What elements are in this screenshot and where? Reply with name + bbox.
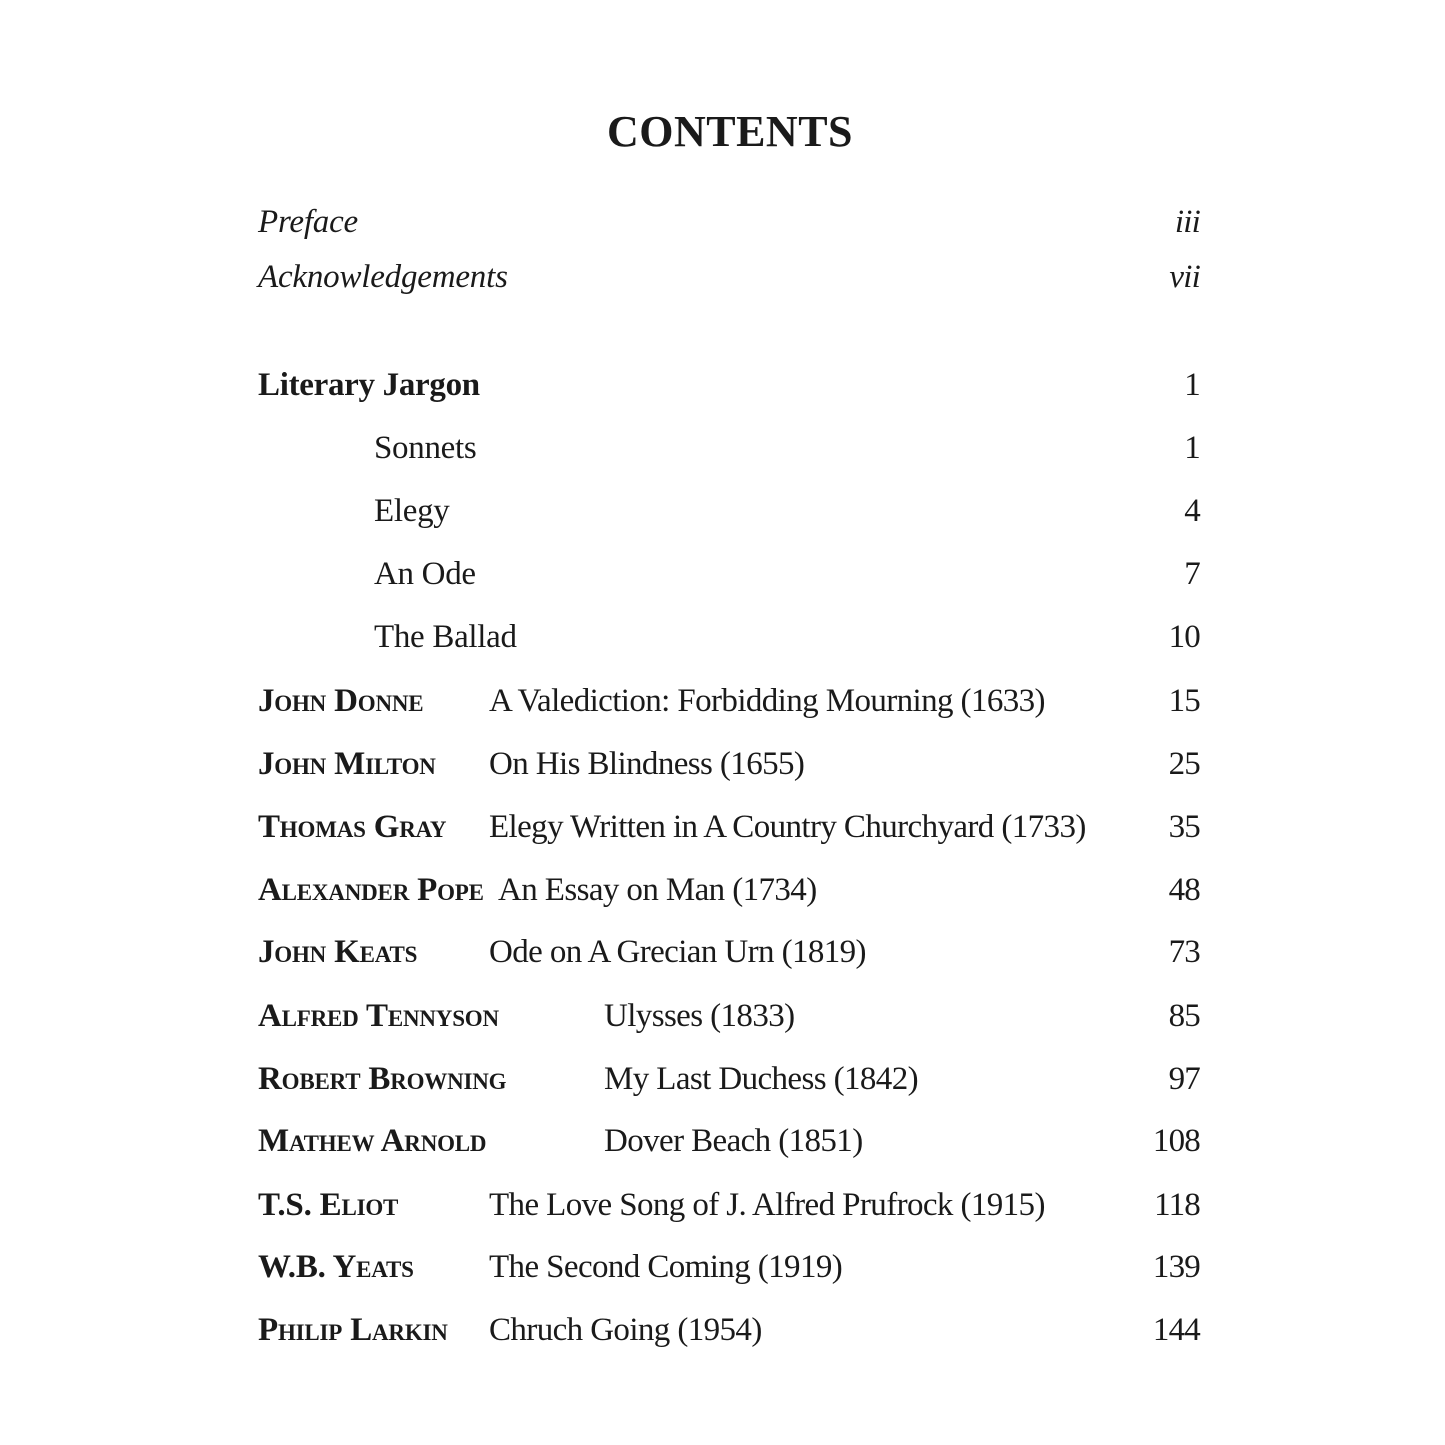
page-number: 4 <box>1184 493 1200 529</box>
section-label: Literary Jargon <box>258 367 480 403</box>
author-name: Alfred Tennyson <box>258 998 499 1034</box>
toc-entry-arnold[interactable] <box>0 1119 1445 1163</box>
page-number: 139 <box>1152 1249 1200 1285</box>
toc-entry-larkin[interactable] <box>0 1308 1445 1352</box>
toc-subentry-sonnets[interactable] <box>0 426 1445 470</box>
work-title: On His Blindness (1655) <box>489 746 805 782</box>
page-number: 73 <box>1168 934 1200 970</box>
author-name: Mathew Arnold <box>258 1123 487 1159</box>
subentry-label: Elegy <box>374 493 450 529</box>
toc-section-literary-jargon[interactable] <box>0 363 1445 407</box>
page-number: 85 <box>1168 998 1200 1034</box>
page-number: 108 <box>1152 1123 1200 1159</box>
toc-entry-yeats[interactable] <box>0 1245 1445 1289</box>
toc-entry-preface[interactable] <box>0 200 1445 244</box>
author-name: W.B. Yeats <box>258 1249 414 1285</box>
author-name: Robert Browning <box>258 1061 507 1097</box>
toc-subentry-an-ode[interactable] <box>0 552 1445 596</box>
page-number: 10 <box>1168 619 1200 655</box>
toc-entry-eliot[interactable] <box>0 1183 1445 1227</box>
toc-entry-gray[interactable] <box>0 805 1445 849</box>
toc-entry-keats[interactable] <box>0 930 1445 974</box>
toc-subentry-the-ballad[interactable] <box>0 615 1445 659</box>
toc-subentry-elegy[interactable] <box>0 489 1445 533</box>
page-title: CONTENTS <box>606 107 854 157</box>
page-number: 48 <box>1168 872 1200 908</box>
toc-entry-pope[interactable] <box>0 868 1445 912</box>
work-title: The Second Coming (1919) <box>489 1249 843 1285</box>
work-title: Elegy Written in A Country Churchyard (1733) <box>489 809 1086 845</box>
page-number: vii <box>1169 259 1200 295</box>
page-number: 1 <box>1184 430 1200 466</box>
page-number: iii <box>1174 204 1200 240</box>
work-title: Ulysses (1833) <box>604 998 795 1034</box>
work-title: A Valediction: Forbidding Mourning (1633) <box>489 683 1045 719</box>
work-title: Ode on A Grecian Urn (1819) <box>489 934 866 970</box>
toc-entry-tennyson[interactable] <box>0 994 1445 1038</box>
page-number: 97 <box>1168 1061 1200 1097</box>
page-number: 25 <box>1168 746 1200 782</box>
toc-entry-acknowledgements[interactable] <box>0 255 1445 299</box>
author-name: John Milton <box>258 746 436 782</box>
page-number: 118 <box>1154 1187 1200 1223</box>
toc-entry-milton[interactable] <box>0 742 1445 786</box>
subentry-label: An Ode <box>374 556 476 592</box>
page-number: 1 <box>1184 367 1200 403</box>
author-name: Philip Larkin <box>258 1312 448 1348</box>
author-name: T.S. Eliot <box>258 1187 399 1223</box>
page-number: 7 <box>1184 556 1200 592</box>
author-name: Thomas Gray <box>258 809 447 845</box>
author-name: John Donne <box>258 683 424 719</box>
subentry-label: Sonnets <box>374 430 477 466</box>
work-title: Chruch Going (1954) <box>489 1312 762 1348</box>
work-title: My Last Duchess (1842) <box>604 1061 918 1097</box>
work-title: Dover Beach (1851) <box>604 1123 863 1159</box>
page-number: 144 <box>1152 1312 1200 1348</box>
toc-entry-browning[interactable] <box>0 1057 1445 1101</box>
subentry-label: The Ballad <box>374 619 517 655</box>
page-number: 15 <box>1168 683 1200 719</box>
toc-entry-donne[interactable] <box>0 679 1445 723</box>
entry-label: Preface <box>258 204 358 240</box>
entry-label: Acknowledgements <box>258 259 508 295</box>
author-name: Alexander Pope <box>258 872 484 908</box>
work-title: An Essay on Man (1734) <box>498 872 817 908</box>
author-name: John Keats <box>258 934 418 970</box>
work-title: The Love Song of J. Alfred Prufrock (1915) <box>489 1187 1045 1223</box>
page-number: 35 <box>1168 809 1200 845</box>
